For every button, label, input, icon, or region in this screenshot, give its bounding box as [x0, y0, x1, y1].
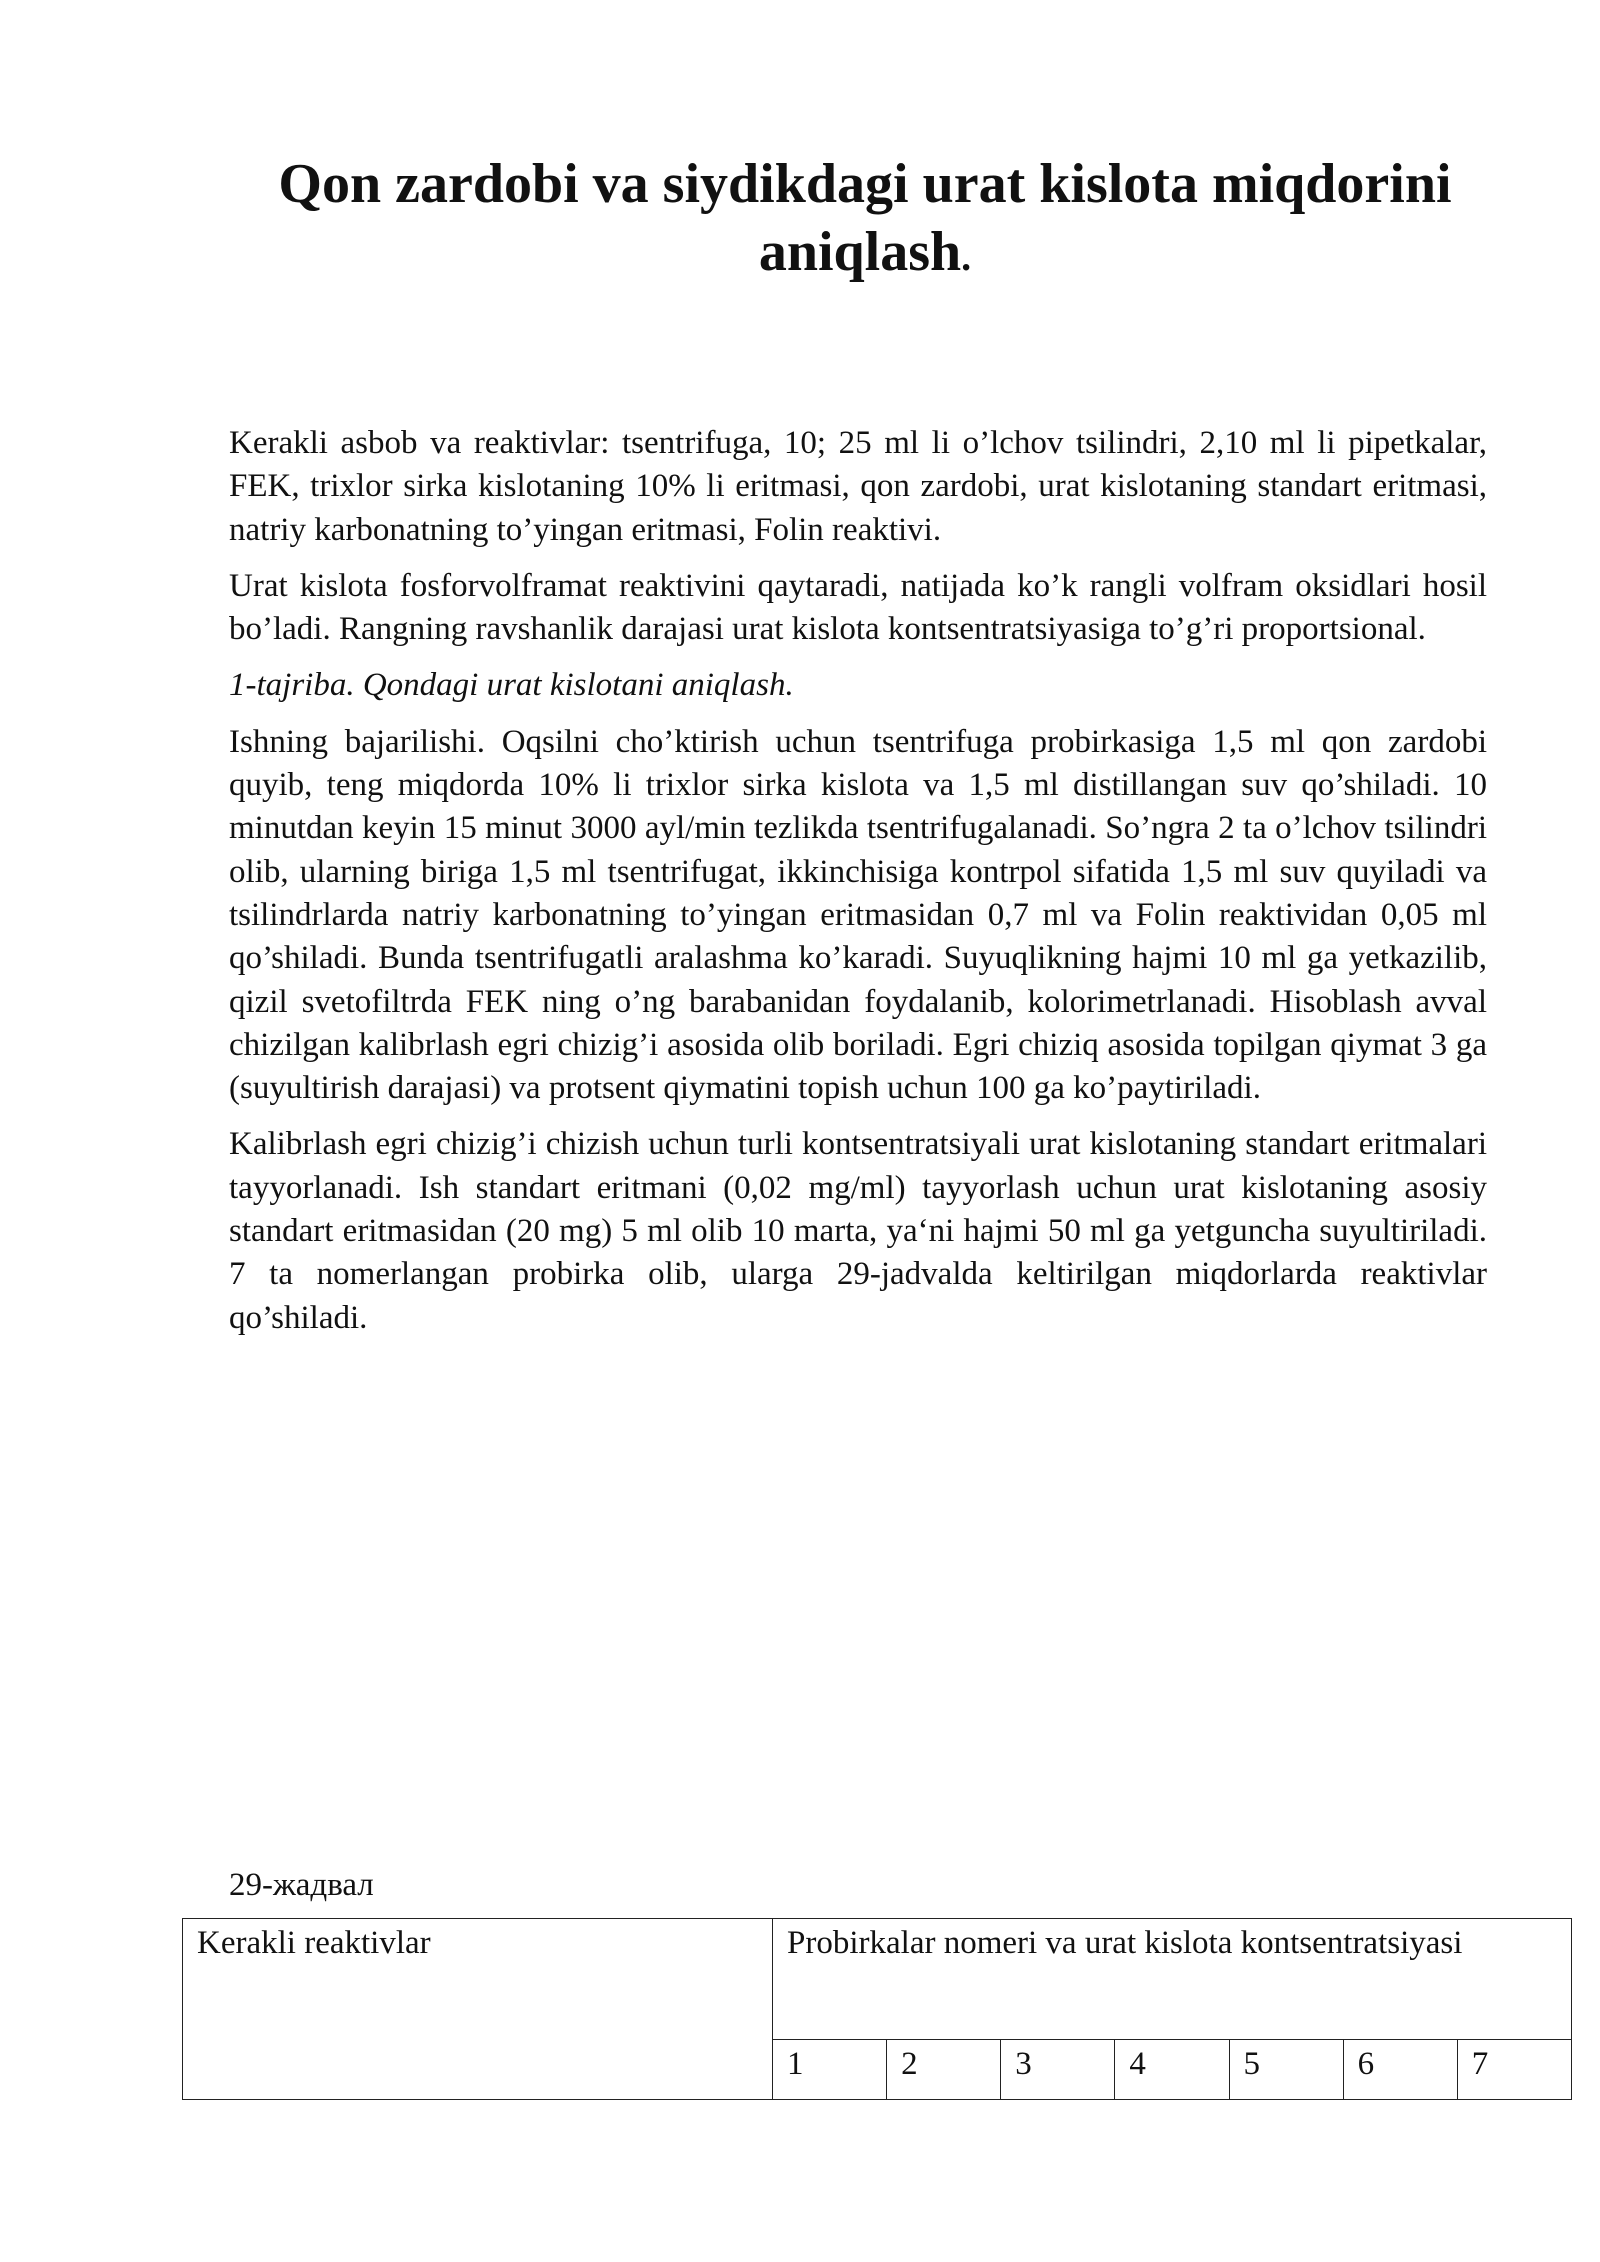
tube-number-cell: 7 — [1457, 2040, 1571, 2100]
tube-number-cell: 4 — [1115, 2040, 1229, 2100]
title-period: . — [961, 234, 972, 279]
header-tubes-cell: Probirkalar nomeri va urat kislota kontsentratsiyasi — [773, 1919, 1572, 2040]
document-title — [200, 150, 1530, 291]
tube-number-cell: 3 — [1001, 2040, 1115, 2100]
paragraph-equipment: Kerakli asbob va reaktivlar: tsentrifuga, 10; 25 ml li o’lchov tsilindri, 2,10 ml li pipetkalar, FEK, trixlor sirka kislotaning 10% li eritmasi, qon zardobi, urat kislotaning standart eritmasi, natriy karbonatning to’yingan eritmasi, Folin reaktivi. — [229, 425, 1487, 548]
paragraph-principle: Urat kislota fosforvolframat reaktivini qaytaradi, natijada ko’k rangli volfram oksidlari hosil bo’ladi. Rangning ravshanlik darajasi urat kislota kontsentratsiyasiga to’g’ri proportsional. — [229, 567, 1487, 648]
tube-number-cell: 1 — [773, 2040, 887, 2100]
paragraph-procedure: Ishning bajarilishi. Oqsilni cho’ktirish uchun tsentrifuga probirkasiga 1,5 ml qon zardobi quyib, teng miqdorda 10% li trixlor sirka kislota va 1,5 ml distillangan suv qo’shiladi. 10 minutdan keyin 15 minut 3000 ayl/min tezlikda tsentrifugalanadi. So’ngra 2 ta o’lchov tsilindri olib, ularning biriga 1,5 ml tsentrifugat, ikkinchisiga kontrpol sifatida 1,5 ml suv quyiladi va tsilindrlarda natriy karbonatning to’yingan eritmasidan 0,7 ml va Folin reaktividan 0,05 ml qo’shiladi. Bunda tsentrifugatli aralashma ko’karadi. Suyuqlikning hajmi 10 ml ga yetkazilib, qizil svetofiltrda FEK ning o’ng barabanidan foydalanib, kolorimetrlanadi. Hisoblash avval chizilgan kalibrlash egri chizig’i asosida olib boriladi. Egri chiziq asosida topilgan qiymat 3 ga (suyultirish darajasi) va protsent qiymatini topish uchun 100 ga ko’paytiriladi. — [229, 723, 1487, 1107]
paragraph-calibration: Kalibrlash egri chizig’i chizish uchun turli kontsentratsiyali urat kislotaning standart eritmalari tayyorlanadi. Ish standart eritmani (0,02 mg/ml) tayyorlash uchun urat kislotaning asosiy standart eritmasidan (20 mg) 5 ml olib 10 marta, ya‘ni hajmi 50 ml ga yetguncha suyultiriladi. 7 ta nomerlangan probirka olib, ularga 29-jadvalda keltirilgan miqdorlarda reaktivlar qo’shiladi. — [229, 1126, 1487, 1336]
header-reagents-cell: Kerakli reaktivlar — [183, 1919, 773, 2100]
reagents-table — [182, 1918, 1572, 2100]
table-caption: 29-жадвал — [229, 1867, 374, 1903]
tube-number-cell: 6 — [1343, 2040, 1457, 2100]
title-text: Qon zardobi va siydikdagi urat kislota miqdorini aniqlash — [278, 153, 1452, 283]
experiment-heading: 1-tajriba. Qondagi urat kislotani aniqlash. — [229, 667, 794, 704]
table-header-row — [183, 1919, 1572, 2040]
tube-number-cell: 5 — [1229, 2040, 1343, 2100]
document-body — [229, 422, 1487, 1353]
tube-number-cell: 2 — [887, 2040, 1001, 2100]
